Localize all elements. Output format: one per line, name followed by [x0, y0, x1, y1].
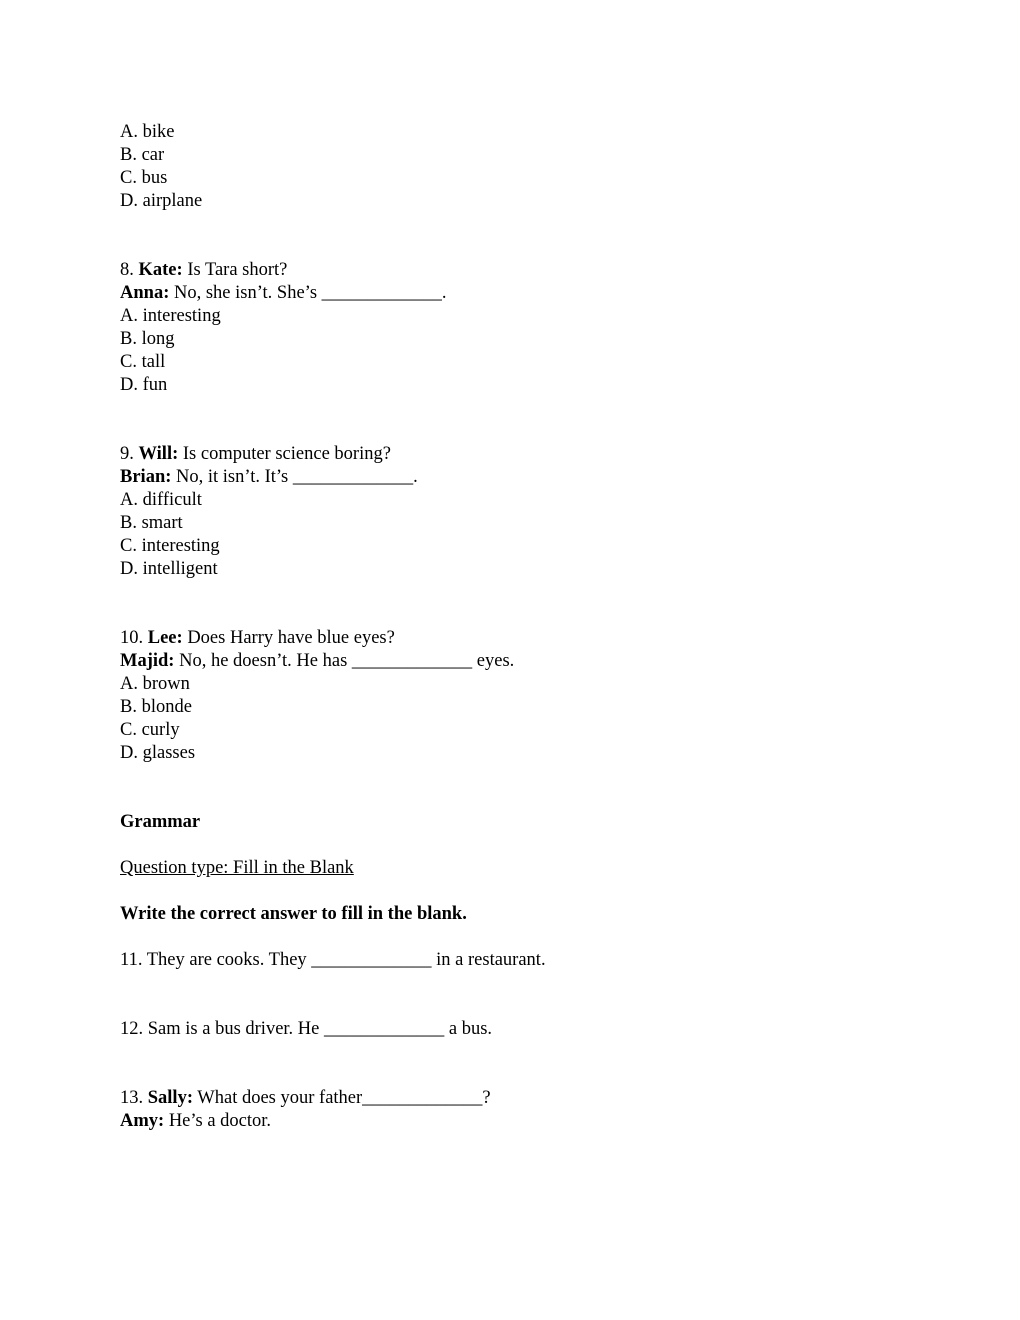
- q10-speaker-majid: Majid:: [120, 651, 175, 671]
- q9-question-text: Is computer science boring?: [182, 444, 391, 464]
- question-type-line: [120, 857, 940, 880]
- q10-question-text: Does Harry have blue eyes?: [187, 628, 395, 648]
- q10-option-d: D. glasses: [120, 743, 196, 763]
- q7-option-a: A. bike: [120, 122, 175, 142]
- question-12: 12. Sam is a bus driver. He _____________ a bus.: [120, 1019, 493, 1039]
- question-type-label: Question type: Fill in the Blank: [120, 858, 354, 878]
- q10-option-c: C. curly: [120, 720, 180, 740]
- q8-response-text: No, she isn’t. She’s _____________.: [173, 283, 447, 303]
- q8-question-text: Is Tara short?: [187, 260, 288, 280]
- q9-prompt: [120, 443, 940, 466]
- q9-speaker-brian: Brian:: [120, 467, 172, 487]
- question-8: [120, 259, 940, 397]
- q7-option-d: D. airplane: [120, 191, 203, 211]
- question-13: [120, 1087, 940, 1133]
- section-heading: Grammar: [120, 812, 201, 832]
- q9-option-b: B. smart: [120, 513, 183, 533]
- q8-number: 8.: [120, 260, 134, 280]
- q7-option-b: B. car: [120, 145, 165, 165]
- q13-number: 13.: [120, 1088, 144, 1108]
- worksheet-page: [120, 121, 940, 1133]
- q10-response-text: No, he doesn’t. He has _____________ eyes.: [179, 651, 515, 671]
- q9-response-text: No, it isn’t. It’s _____________.: [176, 467, 418, 487]
- q10-number: 10.: [120, 628, 144, 648]
- grammar-section: [120, 811, 940, 1133]
- question-7-options: [120, 121, 940, 213]
- q13-response: [120, 1110, 940, 1133]
- q8-option-c: C. tall: [120, 352, 166, 372]
- q13-speaker-amy: Amy:: [120, 1111, 165, 1131]
- q9-number: 9.: [120, 444, 134, 464]
- q13-response-text: He’s a doctor.: [168, 1111, 272, 1131]
- q9-option-a: A. difficult: [120, 490, 202, 510]
- instruction-text: Write the correct answer to fill in the blank.: [120, 904, 467, 924]
- q9-response: [120, 466, 940, 489]
- q10-response: [120, 650, 940, 673]
- q7-option-c: C. bus: [120, 168, 168, 188]
- q9-option-d: D. intelligent: [120, 559, 218, 579]
- q13-prompt: [120, 1087, 940, 1110]
- q8-prompt: [120, 259, 940, 282]
- q13-question-text: What does your father_____________?: [197, 1088, 491, 1108]
- q10-option-a: A. brown: [120, 674, 190, 694]
- q9-speaker-will: Will:: [138, 444, 179, 464]
- q8-response: [120, 282, 940, 305]
- q10-prompt: [120, 627, 940, 650]
- q8-option-d: D. fun: [120, 375, 168, 395]
- q8-speaker-kate: Kate:: [138, 260, 183, 280]
- q8-option-a: A. interesting: [120, 306, 221, 326]
- q8-option-b: B. long: [120, 329, 175, 349]
- q9-option-c: C. interesting: [120, 536, 220, 556]
- question-10: [120, 627, 940, 765]
- q10-speaker-lee: Lee:: [147, 628, 183, 648]
- q13-speaker-sally: Sally:: [147, 1088, 193, 1108]
- q8-speaker-anna: Anna:: [120, 283, 170, 303]
- q10-option-b: B. blonde: [120, 697, 192, 717]
- question-9: [120, 443, 940, 581]
- question-11: 11. They are cooks. They _____________ in a restaurant.: [120, 950, 546, 970]
